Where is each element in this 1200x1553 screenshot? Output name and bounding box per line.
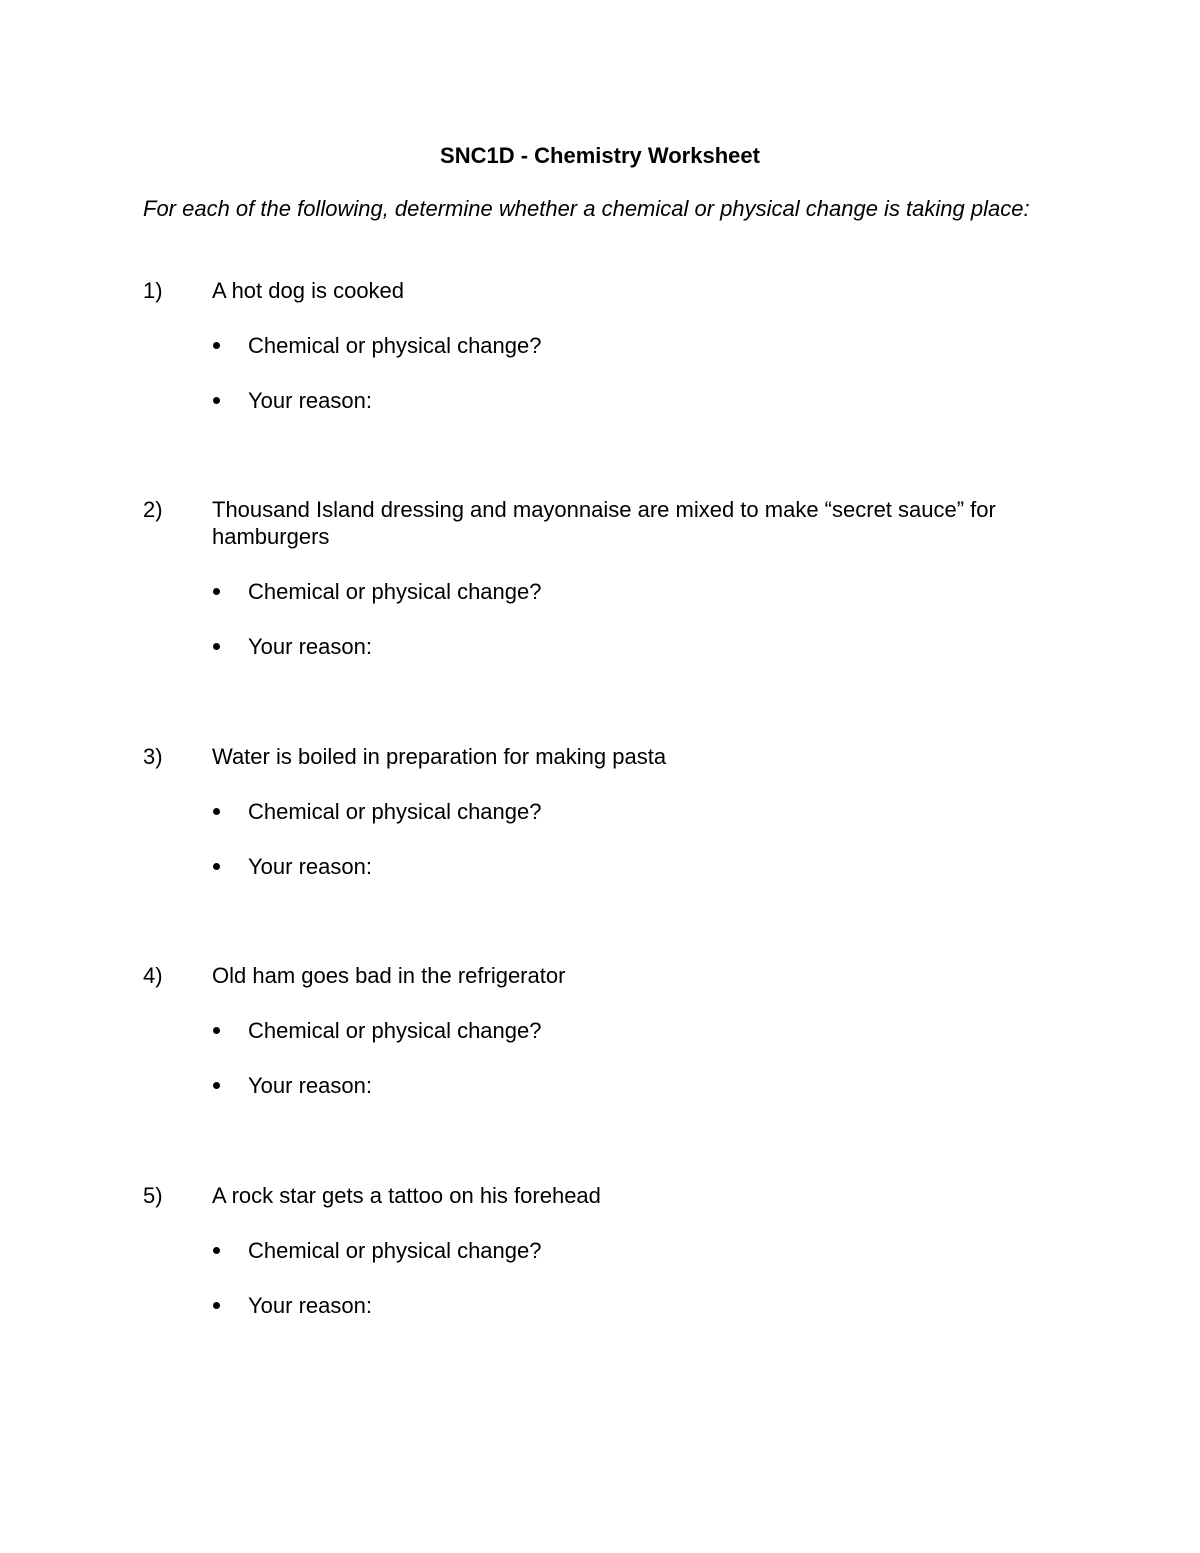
bullet-item (213, 853, 1063, 880)
prompt-change-type: Chemical or physical change? (248, 1238, 542, 1263)
question-1 (143, 277, 1063, 414)
worksheet-title: SNC1D - Chemistry Worksheet (440, 143, 760, 168)
prompt-change-type: Chemical or physical change? (248, 799, 542, 824)
question-3 (143, 743, 1063, 880)
question-text: Old ham goes bad in the refrigerator (212, 963, 566, 988)
instructions: For each of the following, determine whether a chemical or physical change is taking place: (143, 196, 1030, 221)
prompt-reason: Your reason: (248, 388, 372, 413)
bullet-icon (213, 588, 220, 595)
question-number: 1) (143, 278, 163, 303)
bullet-icon (213, 342, 220, 349)
bullet-item (213, 798, 1063, 825)
question-number: 5) (143, 1183, 163, 1208)
question-number: 4) (143, 963, 163, 988)
question-number: 3) (143, 744, 163, 769)
bullet-item (213, 578, 1063, 605)
bullet-icon (213, 1082, 220, 1089)
bullet-item (213, 1237, 1063, 1264)
question-text: A rock star gets a tattoo on his forehead (212, 1183, 601, 1208)
question-5 (143, 1182, 1063, 1319)
bullet-icon (213, 808, 220, 815)
question-text: A hot dog is cooked (212, 278, 405, 303)
question-number: 2) (143, 497, 163, 522)
bullet-icon (213, 863, 220, 870)
prompt-reason: Your reason: (248, 1073, 372, 1098)
bullet-item (213, 387, 1063, 414)
bullet-icon (213, 1302, 220, 1309)
bullet-icon (213, 1027, 220, 1034)
bullet-item (213, 1017, 1063, 1044)
prompt-reason: Your reason: (248, 854, 372, 879)
bullet-item (213, 1072, 1063, 1099)
question-2 (143, 496, 1063, 660)
bullet-item (213, 1292, 1063, 1319)
bullet-icon (213, 397, 220, 404)
prompt-reason: Your reason: (248, 1293, 372, 1318)
bullet-item (213, 633, 1063, 660)
prompt-change-type: Chemical or physical change? (248, 333, 542, 358)
prompt-change-type: Chemical or physical change? (248, 1018, 542, 1043)
bullet-item (213, 332, 1063, 359)
question-4 (143, 962, 1063, 1099)
prompt-change-type: Chemical or physical change? (248, 579, 542, 604)
bullet-icon (213, 643, 220, 650)
question-text: Water is boiled in preparation for making pasta (212, 744, 667, 769)
prompt-reason: Your reason: (248, 634, 372, 659)
bullet-icon (213, 1247, 220, 1254)
question-text: Thousand Island dressing and mayonnaise are mixed to make “secret sauce” for hamburgers (212, 497, 996, 549)
